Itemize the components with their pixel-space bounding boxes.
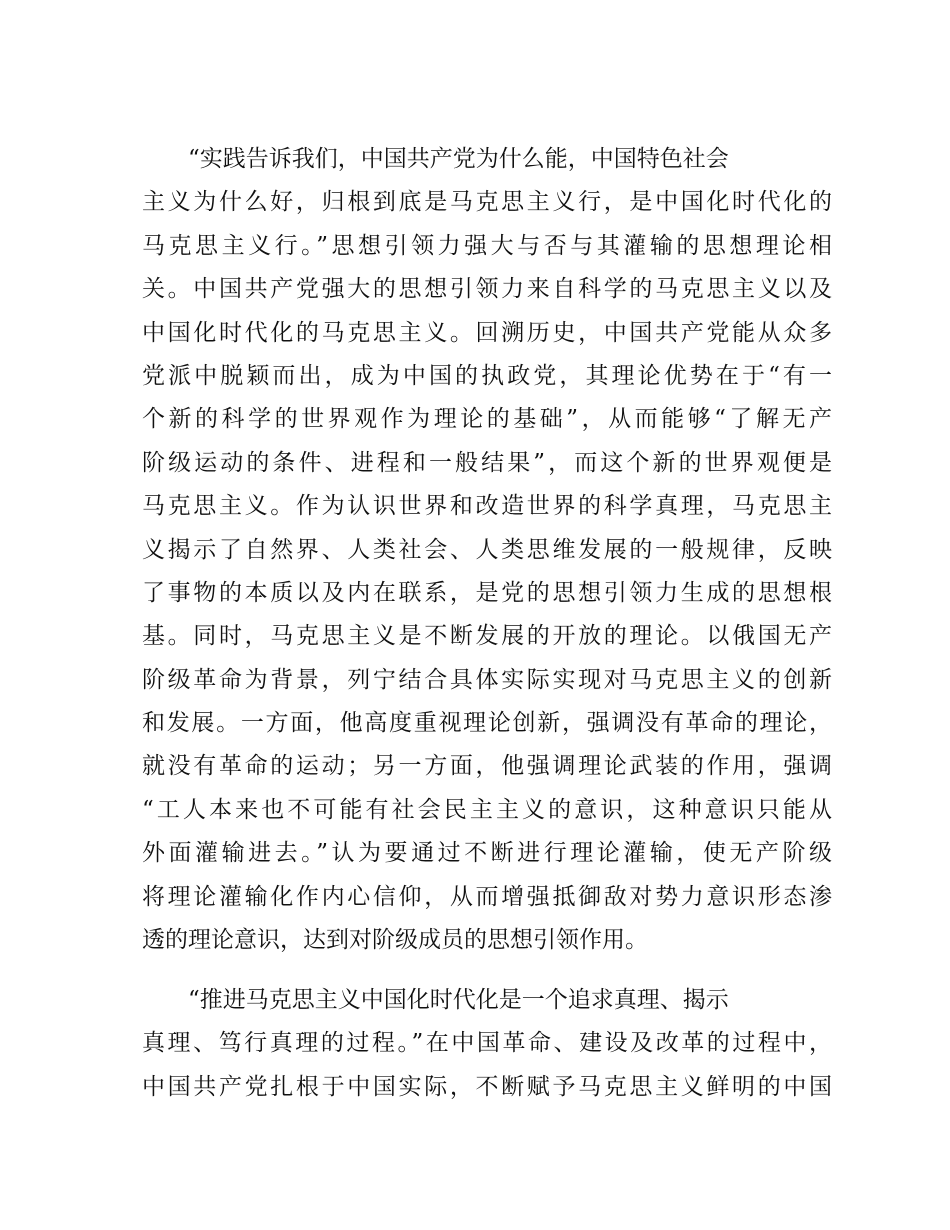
text-line: 马克思主义行。”思想引领力强大与否与其灌输的思想理论相 <box>142 232 832 259</box>
text-line: “推进马克思主义中国化时代化是一个追求真理、揭示 <box>188 987 729 1013</box>
text-line: 就没有革命的运动；另一方面，他强调理论武装的作用，强调 <box>142 753 832 780</box>
text-line: 马克思主义。作为认识世界和改造世界的科学真理，马克思主 <box>142 493 832 520</box>
text-line: 义揭示了自然界、人类社会、人类思维发展的一般规律，反映 <box>142 536 832 563</box>
text-line: “工人本来也不可能有社会民主主义的意识，这种意识只能从 <box>142 796 832 823</box>
text-line: 中国共产党扎根于中国实际，不断赋予马克思主义鲜明的中国 <box>142 1073 832 1100</box>
text-line: 透的理论意识，达到对阶级成员的思想引领作用。 <box>142 927 648 954</box>
text-line: 主义为什么好，归根到底是马克思主义行，是中国化时代化的 <box>142 189 832 216</box>
text-line: 中国化时代化的马克思主义。回溯历史，中国共产党能从众多 <box>142 319 832 346</box>
text-line: 基。同时，马克思主义是不断发展的开放的理论。以俄国无产 <box>142 623 832 650</box>
text-line: 真理、笃行真理的过程。”在中国革命、建设及改革的过程中， <box>142 1030 832 1057</box>
text-line: 和发展。一方面，他高度重视理论创新，强调没有革命的理论， <box>142 710 832 737</box>
text-line: 党派中脱颖而出，成为中国的执政党，其理论优势在于“有一 <box>142 362 832 389</box>
text-line: 个新的科学的世界观作为理论的基础”，从而能够“了解无产 <box>142 406 832 433</box>
text-line: 了事物的本质以及内在联系，是党的思想引领力生成的思想根 <box>142 579 832 606</box>
paragraph-2 <box>142 979 832 1109</box>
text-line: 将理论灌输化作内心信仰，从而增强抵御敌对势力意识形态渗 <box>142 883 832 910</box>
text-line: “实践告诉我们，中国共产党为什么能，中国特色社会 <box>188 146 729 172</box>
paragraph-1 <box>142 138 832 962</box>
text-line: 阶级革命为背景，列宁结合具体实际实现对马克思主义的创新 <box>142 666 832 693</box>
text-line: 阶级运动的条件、进程和一般结果”，而这个新的世界观便是 <box>142 449 832 476</box>
text-line: 关。中国共产党强大的思想引领力来自科学的马克思主义以及 <box>142 276 832 303</box>
text-line: 外面灌输进去。”认为要通过不断进行理论灌输，使无产阶级 <box>142 840 832 867</box>
